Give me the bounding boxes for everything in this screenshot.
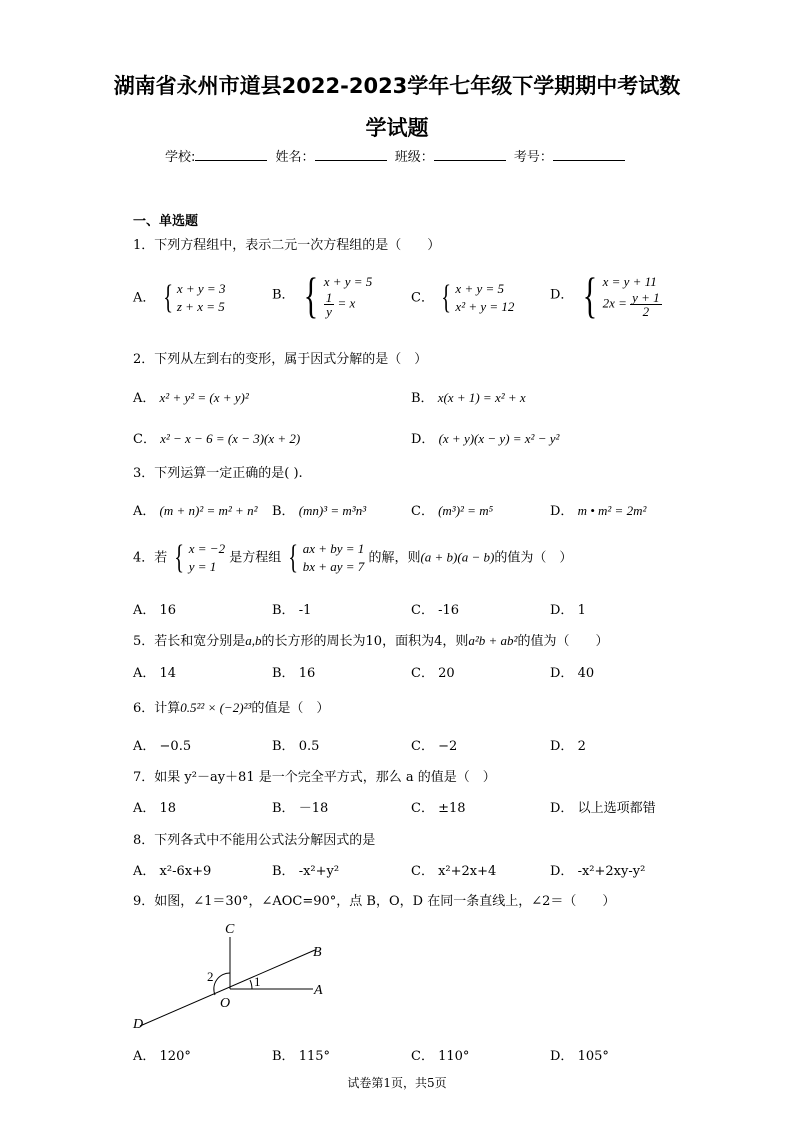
- q3-c-label: C．: [411, 504, 434, 519]
- q4-sys2-eq1: ax + by = 1: [302, 541, 365, 556]
- q1-b-label: B．: [272, 287, 295, 303]
- school-blank: [195, 148, 267, 161]
- q7-a-text: 18: [159, 801, 177, 816]
- q1-d-label: D．: [550, 287, 574, 303]
- angle-1-arc: [250, 980, 252, 989]
- q4-option-c: [411, 599, 459, 618]
- q2-d-label: D．: [411, 432, 435, 447]
- q9-option-d: [550, 1045, 609, 1064]
- q8-b-label: B．: [272, 864, 295, 879]
- q2-d-text: (x + y)(x − y) = x² − y²: [438, 431, 560, 446]
- q6-stem-pre: 6．计算: [133, 701, 181, 716]
- q5-stem-post: 的值为（ ）: [517, 634, 609, 649]
- q4-option-d: [550, 599, 586, 618]
- q3-b-text: (mn)³ = m³n³: [298, 503, 367, 518]
- q8-option-d: [550, 860, 645, 879]
- q6-c-label: C．: [411, 739, 434, 754]
- question-5-stem: [133, 630, 608, 649]
- angle-2-arc: [214, 973, 230, 995]
- q2-option-b: [411, 387, 526, 406]
- label-angle-1: 1: [254, 974, 261, 989]
- q9-b-label: B．: [272, 1049, 295, 1064]
- q5-option-c: [411, 662, 455, 681]
- q4-stem-mid2: 的解，则: [368, 550, 421, 566]
- q7-option-a: [133, 797, 176, 816]
- number-blank: [553, 148, 625, 161]
- q9-d-text: 105°: [577, 1049, 609, 1064]
- q2-b-text: x(x + 1) = x² + x: [437, 390, 526, 405]
- q7-c-text: ±18: [438, 801, 466, 816]
- q3-option-c: [411, 500, 493, 519]
- q8-d-text: -x²+2xy-y²: [577, 864, 646, 879]
- q4-stem-mid: 是方程组: [229, 550, 282, 566]
- q5-expr2: a²b + ab²: [468, 633, 518, 648]
- q9-c-label: C．: [411, 1049, 434, 1064]
- q6-option-c: [411, 735, 457, 754]
- label-b: B: [313, 945, 322, 960]
- q1-option-d: D． { x = y + 11 2x = $\frac{y + 1}{2}$: [550, 267, 660, 323]
- q1-b-eq1: x + y = 5: [323, 273, 373, 289]
- q1-b-frac-den: y: [326, 303, 332, 319]
- q7-a-label: A．: [133, 801, 156, 816]
- q9-a-label: A．: [133, 1049, 156, 1064]
- q7-option-c: [411, 797, 466, 816]
- q1-d-eq1: x = y + 11: [602, 273, 657, 289]
- q8-option-a: [133, 860, 211, 879]
- page-title-line-2: 学试题: [365, 116, 429, 140]
- question-2-stem: 2．下列从左到右的变形，属于因式分解的是（ ）: [133, 352, 428, 367]
- q1-option-a: A． { x + y = 3 z + x = 5: [133, 279, 226, 316]
- q8-c-text: x²+2x+4: [438, 864, 497, 879]
- q6-b-label: B．: [272, 739, 295, 754]
- q4-expr: (a + b)(a − b): [420, 549, 495, 565]
- label-d: D: [133, 1017, 144, 1032]
- q5-d-text: 40: [577, 666, 595, 681]
- q8-option-c: [411, 860, 496, 879]
- q5-c-label: C．: [411, 666, 434, 681]
- q1-d-frac-num: y + 1: [632, 289, 660, 305]
- q6-option-b: [272, 735, 319, 754]
- q2-c-text: x² − x − 6 = (x − 3)(x + 2): [160, 431, 301, 446]
- q4-option-b: [272, 599, 311, 618]
- student-info-line: [165, 146, 629, 165]
- q3-b-label: B．: [272, 504, 295, 519]
- q3-option-b: [272, 500, 366, 519]
- page-footer: 试卷第1页，共5页: [347, 1076, 447, 1090]
- q6-c-text: −2: [438, 739, 458, 754]
- q4-stem-post: 的值为（ ）: [494, 550, 573, 566]
- q9-option-b: [272, 1045, 330, 1064]
- q5-stem-mid: 的长方形的周长为10，面积为4，则: [261, 634, 469, 649]
- page-title-line-1: 湖南省永州市道县2022-2023学年七年级下学期期中考试数: [113, 74, 681, 98]
- name-label: 姓名：: [275, 150, 315, 165]
- q1-c-label: C．: [411, 290, 434, 306]
- q9-option-a: [133, 1045, 191, 1064]
- q1-a-eq2: z + x = 5: [176, 299, 225, 314]
- q1-a-label: A．: [133, 290, 156, 306]
- q4-c-label: C．: [411, 603, 434, 618]
- question-6-stem: [133, 697, 329, 716]
- q2-a-text: x² + y² = (x + y)²: [159, 390, 249, 405]
- q1-a-eq1: x + y = 3: [176, 281, 226, 296]
- line-bd: [140, 950, 315, 1026]
- q6-option-d: [550, 735, 586, 754]
- q2-option-a: [133, 387, 249, 406]
- q7-b-label: B．: [272, 801, 295, 816]
- q6-a-label: A．: [133, 739, 156, 754]
- q8-c-label: C．: [411, 864, 434, 879]
- q3-a-text: (m + n)² = m² + n²: [159, 503, 258, 518]
- question-3-stem: 3．下列运算一定正确的是( ).: [133, 466, 303, 481]
- q5-option-d: [550, 662, 594, 681]
- q6-a-text: −0.5: [159, 739, 192, 754]
- q4-a-label: A．: [133, 603, 156, 618]
- q5-b-label: B．: [272, 666, 295, 681]
- q7-d-label: D．: [550, 801, 574, 816]
- q1-d-frac-den: 2: [642, 303, 650, 319]
- q5-a-text: 14: [159, 666, 177, 681]
- label-angle-2: 2: [207, 969, 214, 984]
- q9-c-text: 110°: [438, 1049, 470, 1064]
- q5-a-label: A．: [133, 666, 156, 681]
- q9-a-text: 120°: [159, 1049, 191, 1064]
- question-1-stem: 1．下列方程组中，表示二元一次方程组的是（ ）: [133, 238, 441, 253]
- q3-d-label: D．: [550, 504, 574, 519]
- q1-b-frac-num: 1: [325, 289, 333, 305]
- q4-stem-pre: 4．若: [133, 550, 168, 566]
- question-4-stem: 4．若 { x = −2 y = 1 是方程组 { ax + by = 1 bx + ay = 7 的解，则(a + b)(a − b)的值为（ ）: [133, 539, 573, 576]
- question-8-stem: 8．下列各式中不能用公式法分解因式的是: [133, 833, 376, 848]
- q1-d-eq2-pre: 2x =: [602, 294, 627, 310]
- q2-c-label: C．: [133, 432, 156, 447]
- label-a: A: [314, 983, 323, 998]
- q4-d-text: 1: [577, 603, 586, 618]
- q8-a-text: x²-6x+9: [159, 864, 212, 879]
- q2-option-d: [411, 428, 559, 447]
- label-c: C: [225, 922, 235, 937]
- q1-option-b: B． { x + y = 5 $\frac{1}{y}$ = x: [272, 267, 373, 323]
- q3-d-text: m • m² = 2m²: [577, 503, 647, 518]
- label-o: O: [220, 996, 231, 1011]
- q3-option-d: [550, 500, 646, 519]
- q9-d-label: D．: [550, 1049, 574, 1064]
- q5-option-b: [272, 662, 315, 681]
- q7-d-text: 以上选项都错: [577, 801, 656, 816]
- q3-a-label: A．: [133, 504, 156, 519]
- q1-option-c: C． { x + y = 5 x² + y = 12: [411, 279, 515, 316]
- q5-option-a: [133, 662, 176, 681]
- q2-a-label: A．: [133, 391, 156, 406]
- q6-expr: 0.5²² × (−2)²³: [180, 700, 252, 715]
- q8-d-label: D．: [550, 864, 574, 879]
- number-label: 考号：: [513, 150, 553, 165]
- q6-b-text: 0.5: [298, 739, 320, 754]
- question-9-stem: 9．如图，∠1＝30°，∠AOC=90°，点 B，O，D 在同一条直线上，∠2＝（ ）: [133, 894, 616, 909]
- q7-option-d: [550, 797, 656, 816]
- class-label: 班级：: [394, 150, 434, 165]
- q8-a-label: A．: [133, 864, 156, 879]
- q5-c-text: 20: [438, 666, 455, 681]
- q8-b-text: -x²+y²: [298, 864, 340, 879]
- q2-option-c: [133, 428, 300, 447]
- school-label: 学校:: [165, 150, 196, 165]
- q4-b-text: -1: [298, 603, 312, 618]
- q2-b-label: B．: [411, 391, 434, 406]
- q4-b-label: B．: [272, 603, 295, 618]
- q6-d-text: 2: [577, 739, 586, 754]
- q7-b-text: －18: [298, 801, 329, 816]
- q7-c-label: C．: [411, 801, 434, 816]
- q3-c-text: (m³)² = m⁵: [438, 503, 494, 518]
- q1-c-eq2: x² + y = 12: [455, 299, 515, 314]
- q4-sys2-eq2: bx + ay = 7: [302, 559, 365, 574]
- q1-b-eq2-rest: = x: [337, 294, 356, 310]
- q4-sys1-eq1: x = −2: [188, 541, 226, 556]
- q5-b-text: 16: [298, 666, 316, 681]
- q4-sys1-eq2: y = 1: [188, 559, 217, 574]
- q6-option-a: [133, 735, 191, 754]
- section-heading: 一、单选题: [133, 214, 199, 229]
- q4-option-a: [133, 599, 176, 618]
- angle-figure: [125, 915, 340, 1035]
- q6-d-label: D．: [550, 739, 574, 754]
- q4-d-label: D．: [550, 603, 574, 618]
- q4-c-text: -16: [438, 603, 460, 618]
- question-7-stem: 7．如果 y²－ay＋81 是一个完全平方式，那么 a 的值是（ ）: [133, 770, 496, 785]
- q5-d-label: D．: [550, 666, 574, 681]
- q8-option-b: [272, 860, 339, 879]
- q3-option-a: [133, 500, 257, 519]
- q4-a-text: 16: [159, 603, 177, 618]
- q7-option-b: [272, 797, 328, 816]
- name-blank: [315, 148, 387, 161]
- q9-b-text: 115°: [298, 1049, 331, 1064]
- q1-c-eq1: x + y = 5: [455, 281, 505, 296]
- q9-option-c: [411, 1045, 469, 1064]
- q5-expr1: a,b: [245, 633, 262, 648]
- q6-stem-post: 的值是（ ）: [251, 701, 330, 716]
- q5-stem-pre: 5．若长和宽分别是: [133, 634, 246, 649]
- class-blank: [434, 148, 506, 161]
